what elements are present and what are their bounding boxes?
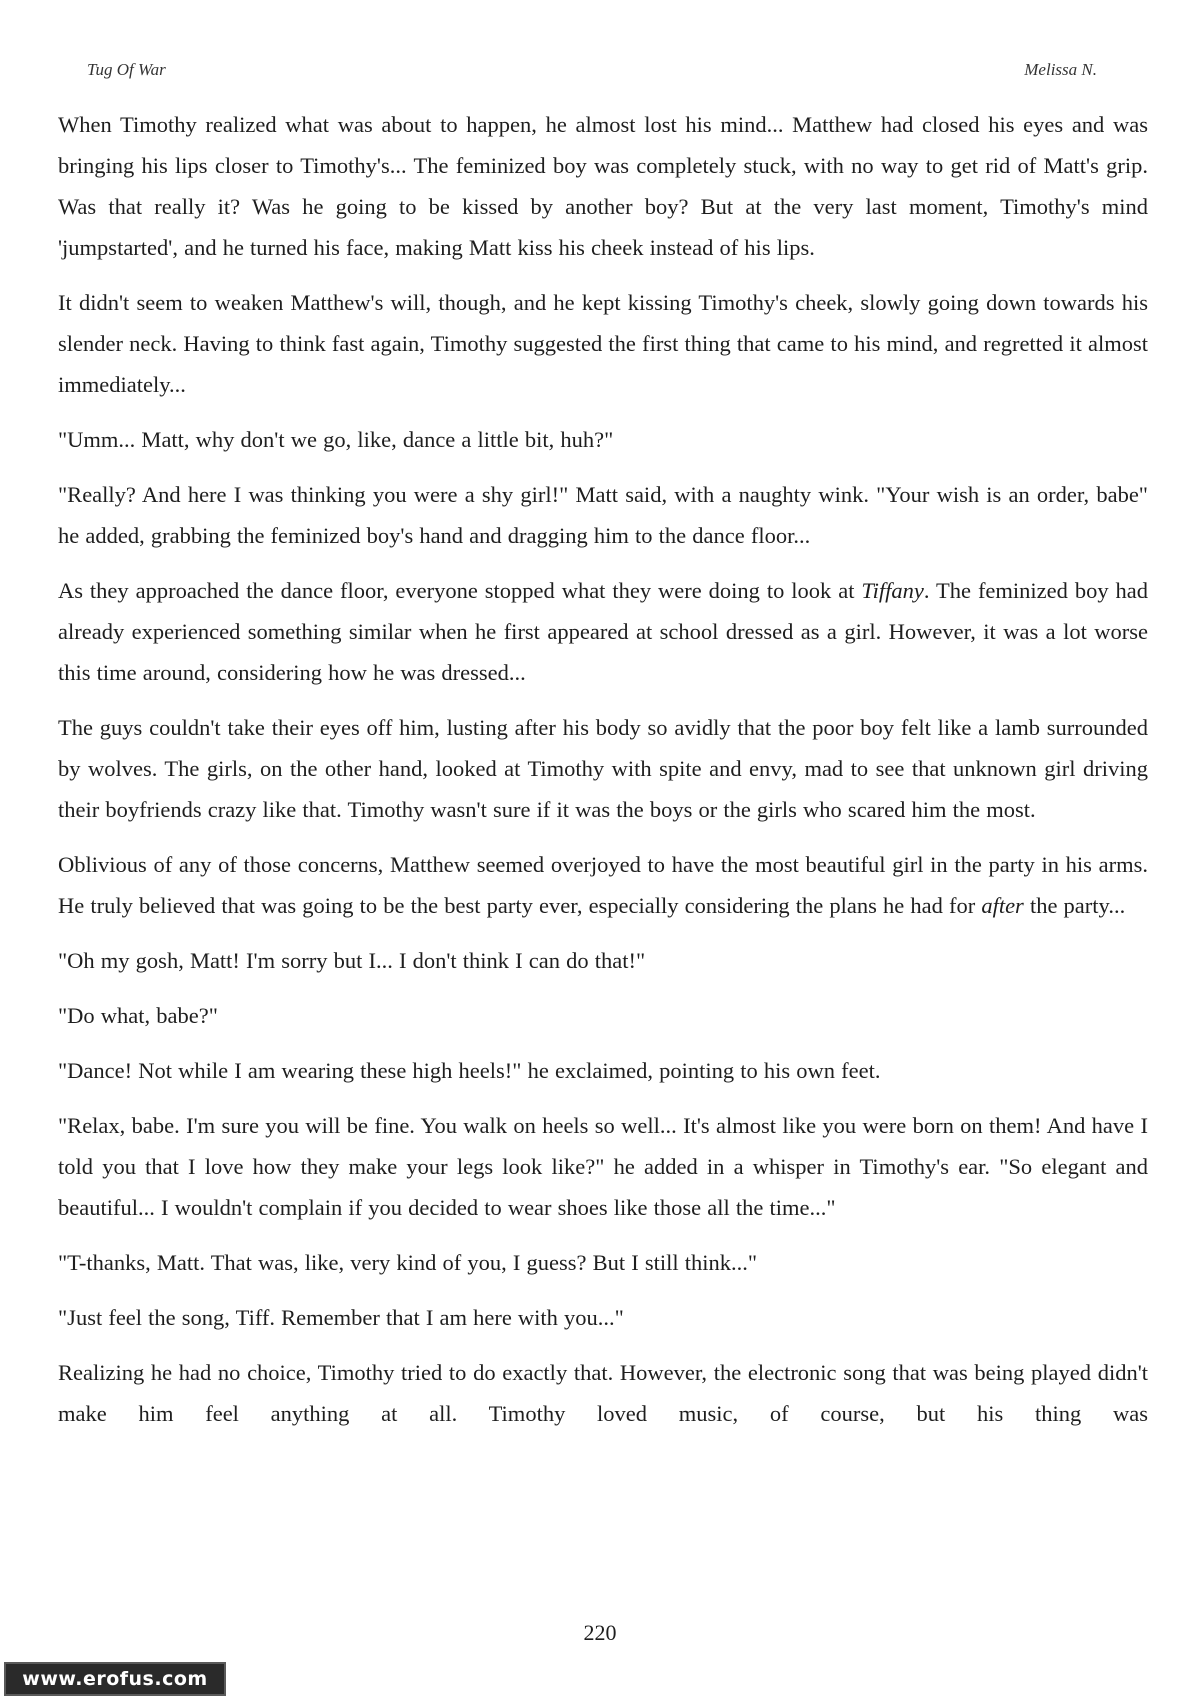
paragraph: Realizing he had no choice, Timothy tried to do exactly that. However, the electronic song that was being played didn't make him feel anything at all. Timothy loved music, of course, but his thing was <box>58 1360 1148 1426</box>
paragraph: "Do what, babe?" <box>58 1003 218 1028</box>
paragraph: "Really? And here I was thinking you were a shy girl!" Matt said, with a naughty wink. "Your wish is an order, babe" he added, grabbing the feminized boy's hand and dragging him to the dance floor... <box>58 482 1148 548</box>
book-title: Tug Of War <box>87 60 166 79</box>
body-text <box>58 104 1148 1448</box>
paragraph: The guys couldn't take their eyes off him, lusting after his body so avidly that the poor boy felt like a lamb surrounded by wolves. The girls, on the other hand, looked at Timothy with spite and envy, mad to see that unknown girl driving their boyfriends crazy like that. Timothy wasn't sure if it was the boys or the girls who scared him the most. <box>58 715 1148 822</box>
author-name: Melissa N. <box>1024 60 1097 79</box>
paragraph: When Timothy realized what was about to happen, he almost lost his mind... Matthew had closed his eyes and was bringing his lips closer to Timothy's... The feminized boy was completely stuck, with no way to get rid of Matt's grip. Was that really it? Was he going to be kissed by another boy? But at the very last moment, Timothy's mind 'jumpstarted', and he turned his face, making Matt kiss his cheek instead of his lips. <box>58 112 1148 260</box>
paragraph: "Umm... Matt, why don't we go, like, dance a little bit, huh?" <box>58 427 614 452</box>
paragraph: "Just feel the song, Tiff. Remember that I am here with you..." <box>58 1305 624 1330</box>
paragraph: "T-thanks, Matt. That was, like, very kind of you, I guess? But I still think..." <box>58 1250 758 1275</box>
paragraph: "Relax, babe. I'm sure you will be fine. You walk on heels so well... It's almost like you were born on them! And have I told you that I love how they make your legs look like?" he added in a whisper in Timothy's ear. "So elegant and beautiful... I wouldn't complain if you decided to wear shoes like those all the time..." <box>58 1113 1148 1220</box>
paragraph: "Dance! Not while I am wearing these high heels!" he exclaimed, pointing to his own feet. <box>58 1058 881 1083</box>
watermark-badge: www.erofus.com <box>4 1662 226 1696</box>
paragraph: "Oh my gosh, Matt! I'm sorry but I... I don't think I can do that!" <box>58 948 646 973</box>
paragraph: As they approached the dance floor, everyone stopped what they were doing to look at Tiffany. The feminized boy had already experienced something similar when he first appeared at school dressed as a girl. However, it was a lot worse this time around, considering how he was dressed... <box>58 578 1148 685</box>
page-number: 220 <box>583 1620 617 1645</box>
paragraph: Oblivious of any of those concerns, Matthew seemed overjoyed to have the most beautiful girl in the party in his arms. He truly believed that was going to be the best party ever, especially considering the plans he had for after the party... <box>58 852 1148 918</box>
paragraph: It didn't seem to weaken Matthew's will, though, and he kept kissing Timothy's cheek, slowly going down towards his slender neck. Having to think fast again, Timothy suggested the first thing that came to his mind, and regretted it almost immediately... <box>58 290 1148 397</box>
italic-emphasis: after <box>981 893 1024 918</box>
italic-name: Tiffany <box>861 578 924 603</box>
running-header <box>87 60 1097 88</box>
